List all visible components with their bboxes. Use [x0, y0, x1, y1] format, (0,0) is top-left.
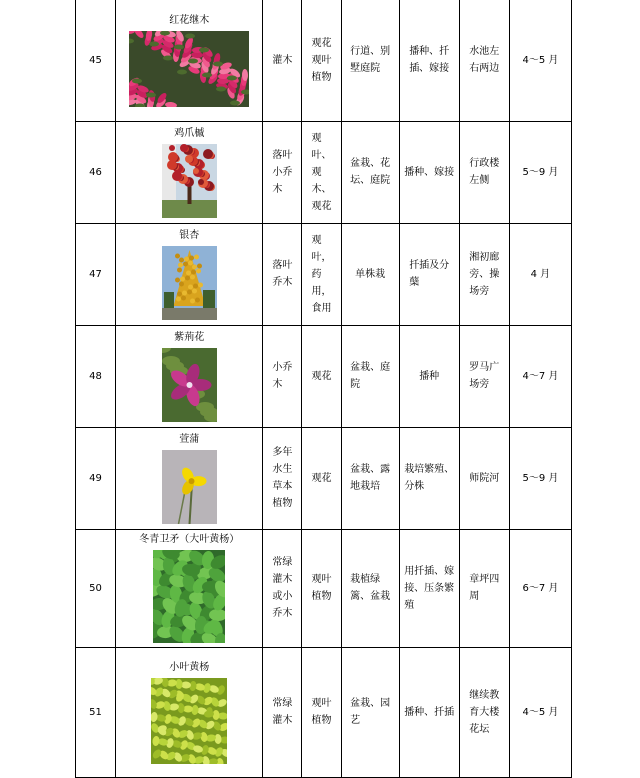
propagation-method: 扦插及分 蘖 [409, 260, 450, 288]
flowering-month-cell [509, 0, 571, 121]
campus-location-cell [459, 325, 509, 427]
ornamental-use-cell [302, 121, 341, 223]
growth-form: 落叶 小乔 木 [272, 149, 293, 195]
ornamental-use-cell [302, 325, 341, 427]
plant-photo [153, 550, 225, 643]
number-cell [76, 427, 116, 529]
ornamental-use: 观 叶、 观 木、 观花 [311, 132, 332, 212]
number-cell [76, 325, 116, 427]
flowering-month-cell [509, 325, 571, 427]
number-cell [76, 223, 116, 325]
number-cell [76, 0, 116, 121]
campus-location: 水池左 右两边 [469, 46, 500, 75]
growth-form-cell [263, 0, 302, 121]
growth-form-cell [263, 325, 302, 427]
planting-place-cell [341, 325, 399, 427]
plant-name-cell [116, 325, 263, 427]
ornamental-use-cell [302, 647, 341, 777]
plant-name: 萱蒲 [179, 433, 200, 445]
plant-photo [162, 144, 217, 218]
flowering-month: 5～9 月 [522, 472, 559, 484]
planting-place: 行道、别 墅庭院 [350, 46, 391, 75]
growth-form-cell [263, 529, 302, 647]
plant-photo [162, 246, 217, 320]
propagation-method: 播种、嫁接 [404, 166, 455, 178]
propagation-method-cell [399, 529, 459, 647]
planting-place: 栽植绿 篱、盆栽 [350, 574, 391, 602]
flowering-month: 4 月 [530, 268, 551, 280]
ornamental-use-cell [302, 427, 341, 529]
growth-form: 灌木 [272, 54, 293, 66]
row-number: 49 [89, 472, 102, 484]
growth-form: 常绿 灌木 或小 乔木 [272, 557, 293, 619]
table-row [76, 529, 572, 647]
planting-place: 盆栽、露 地栽培 [350, 464, 391, 492]
plant-name-cell [116, 529, 263, 647]
flowering-month: 6～7 月 [522, 582, 559, 594]
campus-location-cell [459, 529, 509, 647]
row-number: 46 [89, 166, 102, 178]
plant-name-cell [116, 0, 263, 121]
campus-location: 继续教 育大楼 花坛 [469, 689, 500, 735]
flowering-month: 4～7 月 [522, 370, 559, 382]
row-number: 45 [89, 54, 102, 66]
flowering-month-cell [509, 427, 571, 529]
propagation-method: 用扦插、嫁 接、压条繁 殖 [404, 565, 455, 611]
propagation-method: 播种、扦 插、嫁接 [409, 46, 450, 75]
growth-form-cell [263, 647, 302, 777]
planting-place: 单株栽 [355, 268, 386, 280]
number-cell [76, 529, 116, 647]
row-number: 50 [89, 582, 102, 594]
ornamental-use: 观花 [311, 472, 332, 484]
propagation-method: 播种 [419, 370, 440, 382]
campus-location-cell [459, 0, 509, 121]
planting-place-cell [341, 427, 399, 529]
plant-table [75, 0, 572, 778]
plant-table-body [76, 0, 572, 777]
flowering-month-cell [509, 647, 571, 777]
ornamental-use: 观花 [311, 370, 332, 382]
growth-form: 落叶 乔木 [272, 260, 293, 288]
campus-location-cell [459, 427, 509, 529]
ornamental-use-cell [302, 529, 341, 647]
propagation-method: 栽培繁殖、 分株 [404, 464, 455, 492]
plant-name-cell [116, 647, 263, 777]
ornamental-use: 观花 观叶 植物 [311, 37, 332, 83]
flowering-month: 4～5 月 [522, 54, 559, 66]
growth-form: 常绿 灌木 [272, 698, 293, 726]
planting-place: 盆栽、园 艺 [350, 698, 391, 726]
table-row [76, 647, 572, 777]
propagation-method: 播种、扦插 [404, 706, 455, 718]
planting-place: 盆栽、花 坛、庭院 [350, 158, 391, 186]
propagation-method-cell [399, 223, 459, 325]
campus-location: 行政楼 左侧 [469, 158, 500, 186]
ornamental-use-cell [302, 0, 341, 121]
ornamental-use-cell [302, 223, 341, 325]
plant-name: 小叶黄杨 [169, 661, 210, 673]
planting-place-cell [341, 0, 399, 121]
plant-photo [162, 348, 217, 422]
campus-location: 罗马广 场旁 [469, 362, 500, 390]
campus-location-cell [459, 121, 509, 223]
campus-location: 章坪四 周 [469, 574, 500, 602]
growth-form-cell [263, 121, 302, 223]
planting-place-cell [341, 647, 399, 777]
propagation-method-cell [399, 325, 459, 427]
ornamental-use: 观 叶， 药 用， 食用 [311, 234, 332, 314]
propagation-method-cell [399, 121, 459, 223]
table-row [76, 427, 572, 529]
growth-form-cell [263, 223, 302, 325]
growth-form: 多年 水生 草本 植物 [272, 447, 293, 509]
campus-location: 湘初廊 旁、操 场旁 [469, 251, 500, 297]
planting-place-cell [341, 529, 399, 647]
flowering-month-cell [509, 223, 571, 325]
plant-name: 紫荊花 [174, 331, 205, 343]
growth-form: 小乔 木 [272, 362, 293, 390]
plant-photo [162, 450, 217, 524]
planting-place-cell [341, 223, 399, 325]
row-number: 48 [89, 370, 102, 382]
table-row [76, 325, 572, 427]
planting-place: 盆栽、庭 院 [350, 362, 391, 390]
plant-name: 银杏 [179, 229, 200, 241]
table-row [76, 0, 572, 121]
planting-place-cell [341, 121, 399, 223]
flowering-month: 5～9 月 [522, 166, 559, 178]
plant-name-cell [116, 427, 263, 529]
row-number: 47 [89, 268, 102, 280]
table-row [76, 223, 572, 325]
campus-location-cell [459, 647, 509, 777]
number-cell [76, 647, 116, 777]
row-number: 51 [89, 706, 102, 718]
campus-location-cell [459, 223, 509, 325]
propagation-method-cell [399, 647, 459, 777]
plant-name: 鸡爪槭 [174, 127, 205, 139]
number-cell [76, 121, 116, 223]
plant-name: 红花继木 [169, 14, 210, 26]
flowering-month-cell [509, 121, 571, 223]
plant-photo [151, 678, 227, 764]
plant-photo [129, 31, 249, 107]
campus-location: 师院河 [469, 472, 500, 484]
plant-name: 冬青卫矛（大叶黄杨） [139, 534, 240, 545]
plant-name-cell [116, 223, 263, 325]
growth-form-cell [263, 427, 302, 529]
plant-name-cell [116, 121, 263, 223]
flowering-month: 4～5 月 [522, 706, 559, 718]
flowering-month-cell [509, 529, 571, 647]
ornamental-use: 观叶 植物 [311, 574, 332, 602]
table-row [76, 121, 572, 223]
propagation-method-cell [399, 427, 459, 529]
propagation-method-cell [399, 0, 459, 121]
ornamental-use: 观叶 植物 [311, 698, 332, 726]
